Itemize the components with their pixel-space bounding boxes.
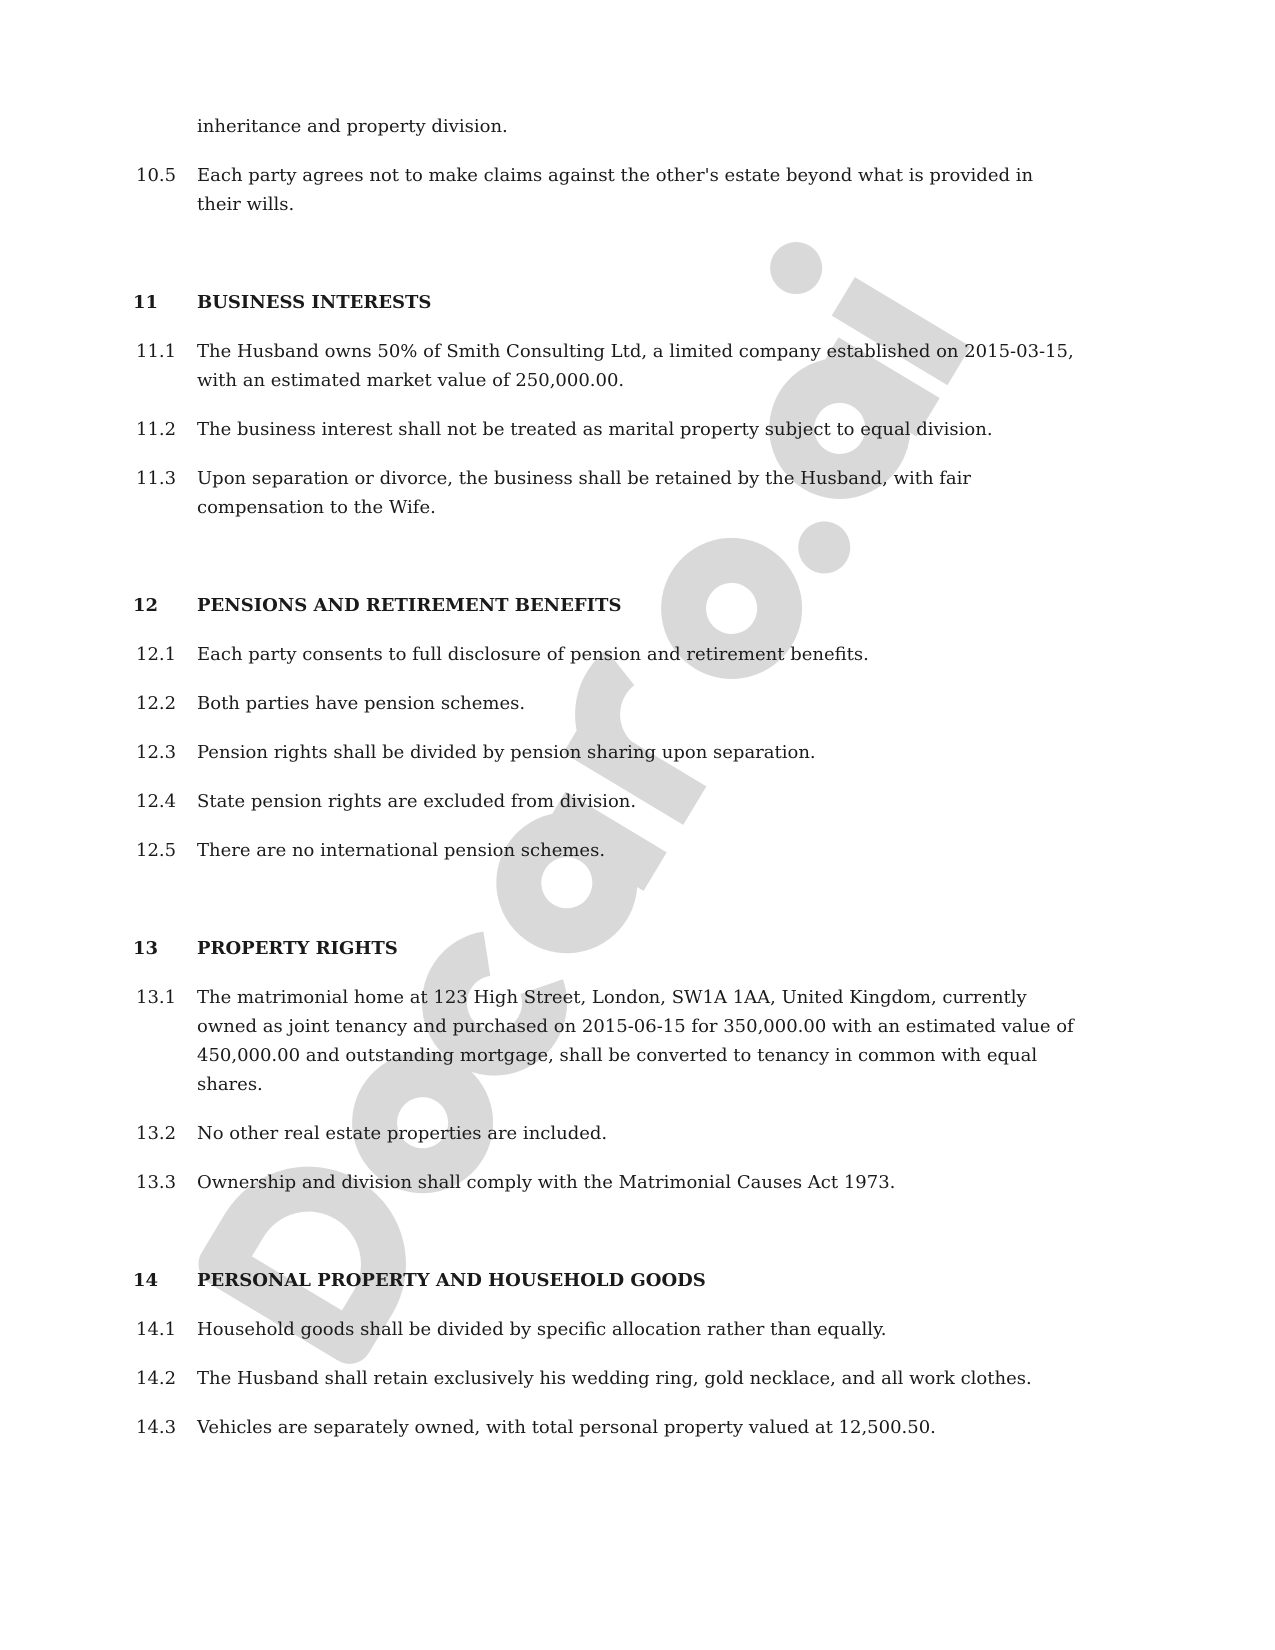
section-heading (0, 1266, 1077, 1295)
clause-text: The matrimonial home at 123 High Street, London, SW1A 1AA, United Kingdom, currently owned as joint tenancy and purchased on 2015-06-15 for 350,000.00 with an estimated value of 450,000.00 and outstanding mortgage, shall be converted to tenancy in common with equal shares. (197, 987, 1074, 1095)
clause-text: The Husband owns 50% of Smith Consulting Ltd, a limited company established on 2015-03-15, with an estimated market value of 250,000.00. (197, 341, 1074, 391)
clause-number: 10.5 (136, 165, 177, 186)
clause-text: Household goods shall be divided by specific allocation rather than equally. (197, 1319, 887, 1340)
clause-number: 13.3 (136, 1172, 177, 1193)
clause-number: 14.3 (136, 1417, 177, 1438)
clause (0, 1119, 1077, 1148)
section-heading (0, 591, 1077, 620)
continuation-paragraph: inheritance and property division. (197, 116, 508, 137)
clause-number: 13.1 (136, 987, 177, 1008)
clause-text: State pension rights are excluded from division. (197, 791, 637, 812)
clause (0, 640, 1077, 669)
clause-number: 11.3 (136, 468, 177, 489)
clause (0, 161, 1077, 219)
clause-number: 11.1 (136, 341, 177, 362)
section-heading (0, 288, 1077, 317)
clause-text: The business interest shall not be treated as marital property subject to equal division. (197, 419, 993, 440)
clause-text: Each party agrees not to make claims against the other's estate beyond what is provided in their wills. (197, 165, 1034, 215)
clause (0, 689, 1077, 718)
clause-number: 12.5 (136, 840, 177, 861)
clause (0, 983, 1077, 1099)
clause-text: No other real estate properties are included. (197, 1123, 608, 1144)
section-title: PROPERTY RIGHTS (197, 938, 398, 959)
clause (0, 1168, 1077, 1197)
section-number: 11 (132, 292, 158, 313)
clause (0, 1315, 1077, 1344)
clause-number: 11.2 (136, 419, 177, 440)
clause-text: Both parties have pension schemes. (197, 693, 526, 714)
clause (0, 836, 1077, 865)
section-number: 14 (132, 1270, 158, 1291)
clause (0, 1413, 1077, 1442)
clause (0, 1364, 1077, 1393)
clause-number: 13.2 (136, 1123, 177, 1144)
section-title: BUSINESS INTERESTS (197, 292, 432, 313)
section-number: 12 (132, 595, 158, 616)
clause (0, 787, 1077, 816)
section-title: PENSIONS AND RETIREMENT BENEFITS (197, 595, 622, 616)
clause-text: The Husband shall retain exclusively his wedding ring, gold necklace, and all work clothes. (197, 1368, 1032, 1389)
clause (0, 738, 1077, 767)
section-number: 13 (132, 938, 158, 959)
section-title: PERSONAL PROPERTY AND HOUSEHOLD GOODS (197, 1270, 706, 1291)
clause-number: 12.2 (136, 693, 177, 714)
clause-text: Ownership and division shall comply with the Matrimonial Causes Act 1973. (197, 1172, 896, 1193)
clause (0, 415, 1077, 444)
section-heading (0, 934, 1077, 963)
clause-text: Vehicles are separately owned, with total personal property valued at 12,500.50. (197, 1417, 936, 1438)
clause-number: 12.3 (136, 742, 177, 763)
clause (0, 337, 1077, 395)
clause (0, 464, 1077, 522)
clause-text: There are no international pension schemes. (197, 840, 606, 861)
clause-text: Each party consents to full disclosure of pension and retirement benefits. (197, 644, 869, 665)
clause-number: 12.4 (136, 791, 177, 812)
document-page (0, 112, 1275, 1462)
clause-text: Upon separation or divorce, the business shall be retained by the Husband, with fair compensation to the Wife. (197, 468, 972, 518)
clause-number: 14.2 (136, 1368, 177, 1389)
clause-number: 14.1 (136, 1319, 177, 1340)
clause-number: 12.1 (136, 644, 177, 665)
clause-text: Pension rights shall be divided by pension sharing upon separation. (197, 742, 816, 763)
